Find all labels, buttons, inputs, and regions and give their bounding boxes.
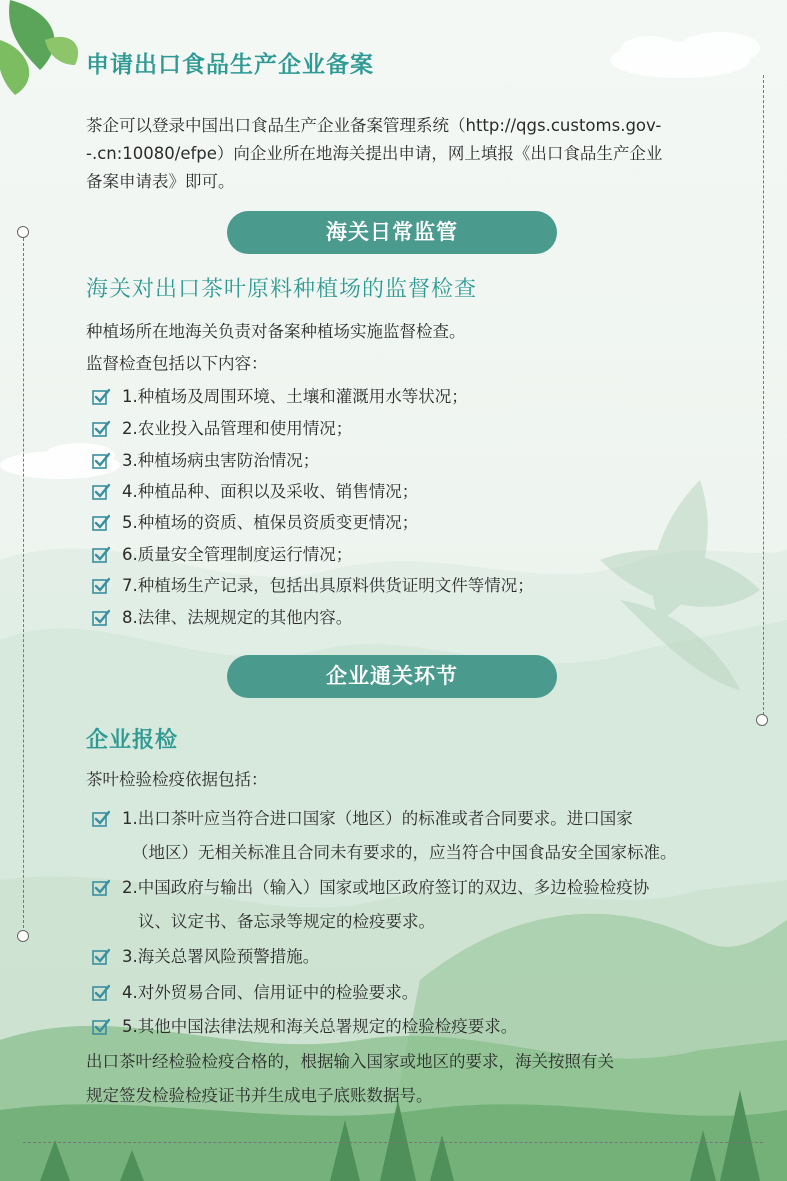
page-title: 申请出口食品生产企业备案 xyxy=(86,52,374,78)
intro-line: 备案申请表》即可。 xyxy=(86,172,235,191)
checkbox-icon xyxy=(92,609,110,627)
checklist-item-text: 6.质量安全管理制度运行情况； xyxy=(122,545,353,564)
frame-ring xyxy=(17,226,29,238)
checkbox-icon xyxy=(92,879,110,897)
section-pill-customs: 海关日常监管 xyxy=(227,211,557,254)
closing-line: 规定签发检验检疫证书并生成电子底账数据号。 xyxy=(86,1086,433,1105)
section-line: 茶叶检验检疫依据包括： xyxy=(86,770,268,789)
checkbox-icon xyxy=(92,1018,110,1036)
section-pill-clearance: 企业通关环节 xyxy=(227,655,557,698)
checklist-item-text: 2.中国政府与输出（输入）国家或地区政府签订的双边、多边检验检疫协 xyxy=(122,878,650,897)
checklist-item-text: 3.种植场病虫害防治情况； xyxy=(122,451,320,470)
frame-line-left xyxy=(23,238,24,928)
checklist-item-text: 5.其他中国法律法规和海关总署规定的检验检疫要求。 xyxy=(122,1017,518,1036)
checklist-item-text: 7.种植场生产记录，包括出具原料供货证明文件等情况； xyxy=(122,576,534,595)
checkbox-icon xyxy=(92,514,110,532)
frame-ring xyxy=(756,714,768,726)
frame-line-right xyxy=(763,75,764,715)
checkbox-icon xyxy=(92,420,110,438)
frame-ring xyxy=(17,930,29,942)
checkbox-icon xyxy=(92,546,110,564)
section-line: 监督检查包括以下内容： xyxy=(86,354,268,373)
intro-line: 茶企可以登录中国出口食品生产企业备案管理系统（http://qgs.customs.gov- xyxy=(86,116,662,135)
checklist-item-text: 1.种植场及周围环境、土壤和灌溉用水等状况； xyxy=(122,387,468,406)
section-subtitle: 企业报检 xyxy=(86,728,179,753)
checklist-item-text-cont: （地区）无相关标准且合同未有要求的，应当符合中国食品安全国家标准。 xyxy=(132,843,677,862)
checkbox-icon xyxy=(92,452,110,470)
checklist-item-text: 2.农业投入品管理和使用情况； xyxy=(122,419,353,438)
checkbox-icon xyxy=(92,577,110,595)
checklist-item-text: 4.种植品种、面积以及采收、销售情况； xyxy=(122,482,419,501)
checklist-item-text: 3.海关总署风险预警措施。 xyxy=(122,947,320,966)
section-line: 种植场所在地海关负责对备案种植场实施监督检查。 xyxy=(86,322,466,341)
intro-line: -.cn:10080/efpe）向企业所在地海关提出申请，网上填报《出口食品生产企业 xyxy=(86,144,663,163)
frame-line-bottom xyxy=(23,1142,763,1143)
checklist-item-text-cont: 议、议定书、备忘录等规定的检疫要求。 xyxy=(138,912,435,931)
checklist-item-text: 5.种植场的资质、植保员资质变更情况； xyxy=(122,513,419,532)
checklist-item-text: 4.对外贸易合同、信用证中的检验要求。 xyxy=(122,983,419,1002)
checkbox-icon xyxy=(92,984,110,1002)
checkbox-icon xyxy=(92,810,110,828)
closing-line: 出口茶叶经检验检疫合格的，根据输入国家或地区的要求，海关按照有关 xyxy=(86,1052,614,1071)
section-subtitle: 海关对出口茶叶原料种植场的监督检查 xyxy=(86,277,478,302)
checkbox-icon xyxy=(92,948,110,966)
checklist-item-text: 1.出口茶叶应当符合进口国家（地区）的标准或者合同要求。进口国家 xyxy=(122,809,633,828)
checklist-item-text: 8.法律、法规规定的其他内容。 xyxy=(122,608,353,627)
checkbox-icon xyxy=(92,388,110,406)
checkbox-icon xyxy=(92,483,110,501)
